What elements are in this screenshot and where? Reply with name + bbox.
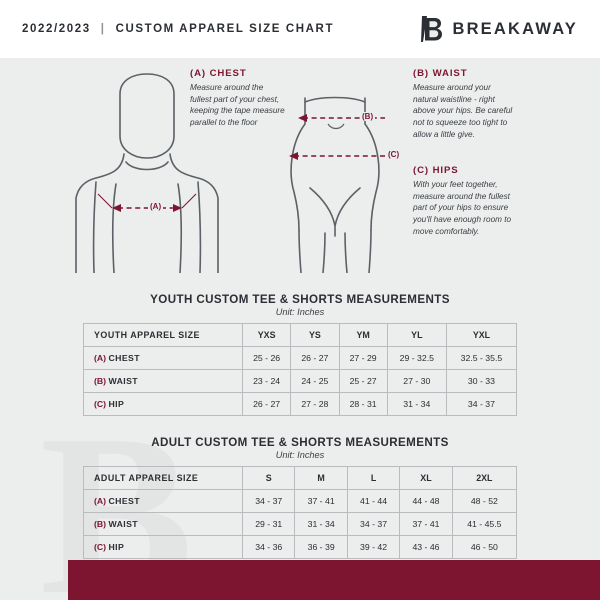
note-hips-body: With your feet together, measure around the fullest part of your hips to ensure you'll have enough room to move comfortably. xyxy=(413,180,512,236)
youth-row-waist-label xyxy=(84,370,243,393)
note-hips-title: (C) HIPS xyxy=(413,165,459,176)
season-label: 2022/2023 xyxy=(22,23,91,35)
adult-size-l: L xyxy=(347,467,399,490)
adult-hip-m: 36 - 39 xyxy=(295,536,347,559)
waist-tag: (B) xyxy=(94,376,107,386)
youth-waist-yl: 27 - 30 xyxy=(387,370,446,393)
adult-size-xl: XL xyxy=(400,467,452,490)
brand-name: BREAKAWAY xyxy=(452,19,578,38)
header-separator: | xyxy=(100,23,106,35)
adult-waist-l: 34 - 37 xyxy=(347,513,399,536)
note-chest xyxy=(190,68,286,129)
footer xyxy=(0,552,600,600)
table-header-row xyxy=(84,324,517,347)
youth-waist-yxs: 23 - 24 xyxy=(243,370,291,393)
youth-chest-yxs: 25 - 26 xyxy=(243,347,291,370)
youth-hip-yl: 31 - 34 xyxy=(387,393,446,416)
footer-accent-bar xyxy=(68,560,600,600)
youth-size-yxl: YXL xyxy=(446,324,516,347)
youth-hip-yxs: 26 - 27 xyxy=(243,393,291,416)
note-chest-body: Measure around the fullest part of your chest, keeping the tape measure parallel to the floor xyxy=(190,83,285,127)
chest-label: CHEST xyxy=(108,353,140,363)
adult-chest-2xl: 48 - 52 xyxy=(452,490,516,513)
youth-table-unit: Unit: Inches xyxy=(275,307,325,317)
adult-size-s: S xyxy=(243,467,295,490)
hips-marker-label: (C) xyxy=(388,150,400,159)
page-title: CUSTOM APPAREL SIZE CHART xyxy=(115,23,335,35)
note-waist xyxy=(413,68,517,140)
header-title-group xyxy=(22,23,334,35)
youth-hip-ym: 28 - 31 xyxy=(339,393,387,416)
adult-size-table xyxy=(83,466,517,559)
measurement-illustration xyxy=(0,58,600,273)
note-hips xyxy=(413,165,517,237)
adult-chest-s: 34 - 37 xyxy=(243,490,295,513)
chest-label: CHEST xyxy=(108,496,140,506)
note-waist-title: (B) WAIST xyxy=(413,68,468,79)
table-row xyxy=(84,490,517,513)
chest-marker-label: (A) xyxy=(150,202,162,211)
adult-table-title: ADULT CUSTOM TEE & SHORTS MEASUREMENTS xyxy=(151,436,449,449)
breakaway-b-logo-icon xyxy=(421,16,443,42)
table-header-row xyxy=(84,467,517,490)
adult-size-m: M xyxy=(295,467,347,490)
adult-row-chest-label xyxy=(84,490,243,513)
brand-group xyxy=(421,16,578,42)
chest-tag: (A) xyxy=(94,496,107,506)
chest-tag: (A) xyxy=(94,353,107,363)
youth-size-yxs: YXS xyxy=(243,324,291,347)
waist-marker-label: (B) xyxy=(362,112,374,121)
table-row xyxy=(84,347,517,370)
youth-waist-ys: 24 - 25 xyxy=(291,370,339,393)
youth-hip-yxl: 34 - 37 xyxy=(446,393,516,416)
note-chest-title: (A) CHEST xyxy=(190,68,247,79)
adult-hip-2xl: 46 - 50 xyxy=(452,536,516,559)
adult-row-waist-label xyxy=(84,513,243,536)
adult-chest-xl: 44 - 48 xyxy=(400,490,452,513)
youth-hip-ys: 27 - 28 xyxy=(291,393,339,416)
hip-label: HIP xyxy=(108,542,125,552)
youth-header-label: YOUTH APPAREL SIZE xyxy=(84,324,243,347)
adult-waist-s: 29 - 31 xyxy=(243,513,295,536)
table-row xyxy=(84,393,517,416)
youth-row-hip-label xyxy=(84,393,243,416)
waist-label: WAIST xyxy=(108,519,138,529)
hip-label: HIP xyxy=(108,399,125,409)
table-row xyxy=(84,513,517,536)
table-row xyxy=(84,370,517,393)
adult-hip-s: 34 - 36 xyxy=(243,536,295,559)
youth-table-title: YOUTH CUSTOM TEE & SHORTS MEASUREMENTS xyxy=(150,293,450,306)
adult-hip-l: 39 - 42 xyxy=(347,536,399,559)
adult-size-2xl: 2XL xyxy=(452,467,516,490)
youth-row-chest-label xyxy=(84,347,243,370)
youth-chest-ym: 27 - 29 xyxy=(339,347,387,370)
youth-chest-yxl: 32.5 - 35.5 xyxy=(446,347,516,370)
youth-table-block xyxy=(83,293,517,416)
youth-chest-yl: 29 - 32.5 xyxy=(387,347,446,370)
adult-header-label: ADULT APPAREL SIZE xyxy=(84,467,243,490)
adult-table-block xyxy=(83,436,517,559)
youth-size-ys: YS xyxy=(291,324,339,347)
adult-chest-l: 41 - 44 xyxy=(347,490,399,513)
adult-waist-2xl: 41 - 45.5 xyxy=(452,513,516,536)
hip-tag: (C) xyxy=(94,542,107,552)
adult-hip-xl: 43 - 46 xyxy=(400,536,452,559)
youth-size-ym: YM xyxy=(339,324,387,347)
document-header xyxy=(0,0,600,58)
youth-waist-ym: 25 - 27 xyxy=(339,370,387,393)
youth-chest-ys: 26 - 27 xyxy=(291,347,339,370)
youth-waist-yxl: 30 - 33 xyxy=(446,370,516,393)
youth-size-yl: YL xyxy=(387,324,446,347)
waist-tag: (B) xyxy=(94,519,107,529)
note-waist-body: Measure around your natural waistline - right above your hips. Be careful not to squeeze too tight to allow a little give. xyxy=(413,83,513,139)
adult-waist-m: 31 - 34 xyxy=(295,513,347,536)
waist-label: WAIST xyxy=(108,376,138,386)
youth-size-table xyxy=(83,323,517,416)
adult-waist-xl: 37 - 41 xyxy=(400,513,452,536)
hip-tag: (C) xyxy=(94,399,107,409)
adult-table-unit: Unit: Inches xyxy=(275,450,325,460)
adult-chest-m: 37 - 41 xyxy=(295,490,347,513)
